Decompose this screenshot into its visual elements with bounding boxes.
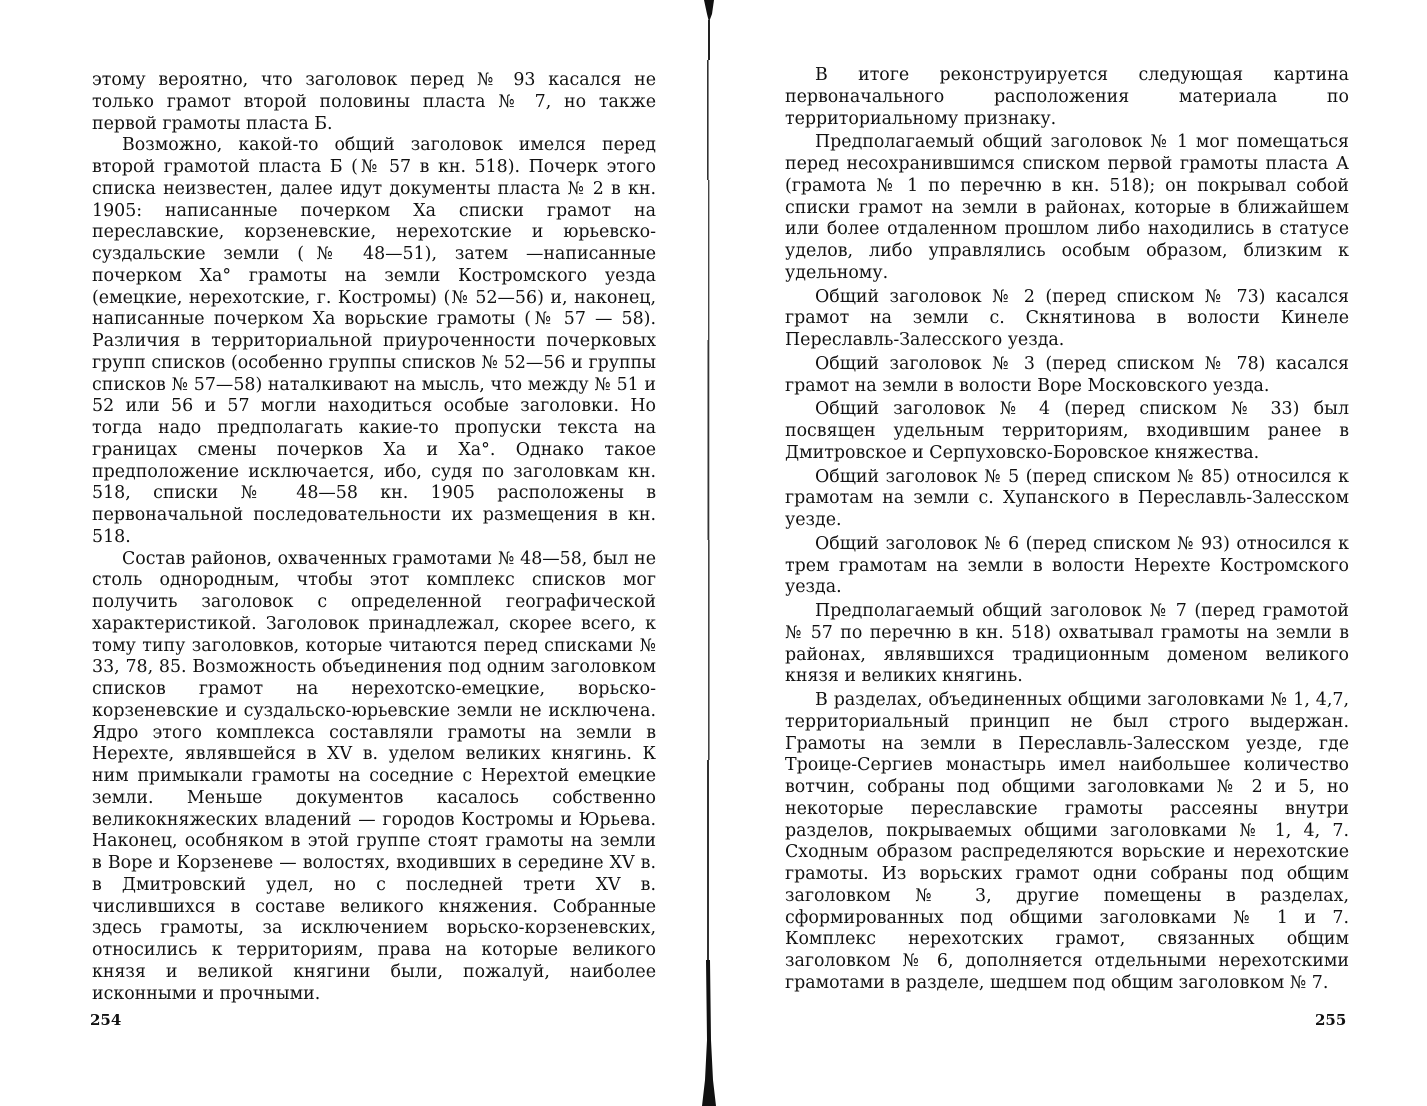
book-gutter-shadow [700, 0, 718, 1106]
right-paragraph-3: Общий заголовок № 2 (перед списком № 73) касался грамот на земли с. Скнятинова в волости Кинеле Переславль-Залесского уезда. [785, 286, 1349, 350]
left-page-text [92, 70, 656, 1005]
gutter-shadow-graphic [700, 0, 718, 1106]
right-paragraph-7: Общий заголовок № 6 (перед списком № 93) относился к трем грамотам на земли в волости Нерехте Костромского уезда. [785, 533, 1349, 598]
right-page-number: 255 [1315, 1011, 1347, 1029]
right-page-text [785, 65, 1349, 995]
left-paragraph-3: Состав районов, охваченных грамотами № 48—58, был не столь однородным, чтобы этот комплекс списков мог получить заголовок с определенной географической характеристикой. Заголовок принадлежал, скорее всего, к тому типу заголовков, которые читаются перед списками № 33, 78, 85. Возможность объединения под одним заголовком списков грамот на нерехотско-емецкие, ворьско-корзеневские и суздальско-юрьевские земли не исключена. Ядро этого комплекса составляли грамоты на земли в Нерехте, являвшейся в XV в. уделом великих княгинь. К ним примыкали грамоты на соседние с Нерехтой емецкие земли. Меньше документов касалось собственно великокняжеских владений — городов Костромы и Юрьева. Наконец, особняком в этой группе стоят грамоты на земли в Воре и Корзеневе — волостях, входивших в середине XV в. в Дмитровский удел, но с последней трети XV в. числившихся в составе великого княжения. Собранные здесь грамоты, за исключением ворьско-корзеневских, относились к территориям, права на которые великого князя и великой княгини были, пожалуй, наиболее исконными и прочными. [92, 548, 656, 1004]
right-paragraph-1: В итоге реконструируется следующая картина первоначального расположения материала по территориальному признаку. [785, 65, 1349, 129]
right-paragraph-8: Предполагаемый общий заголовок № 7 (перед грамотой № 57 по перечню в кн. 518) охватывал грамоты на земли в районах, являвшихся традиционным доменом великого князя и великих княгинь. [785, 601, 1349, 687]
right-paragraph-6: Общий заголовок № 5 (перед списком № 85) относился к грамотам на земли с. Хупанского в Переславль-Залесском уезде. [785, 466, 1349, 530]
right-paragraph-4: Общий заголовок № 3 (перед списком № 78) касался грамот на земли в волости Воре Московского уезда. [785, 353, 1349, 396]
left-page-number: 254 [90, 1011, 122, 1029]
left-paragraph-1: этому вероятно, что заголовок перед № 93 касался не только грамот второй половины пласта № 7, но также первой грамоты пласта Б. [92, 70, 656, 134]
right-paragraph-9: В разделах, объединенных общими заголовками № 1, 4,7, территориальный принцип не был строго выдержан. Грамоты на земли в Переславль-Залесском уезде, где Троице-Сергиев монастырь имел наибольшее количество вотчин, собраны под общими заголовками № 2 и 5, но некоторые переславские грамоты рассеяны внутри разделов, покрываемых общими заголовками № 1, 4, 7. Сходным образом распределяются ворьские и нерехотские грамоты. Из ворьских грамот одни собраны под общим заголовком № 3, другие помещены в разделах, сформированных под общими заголовками № 1 и 7. Комплекс нерехотских грамот, связанных общим заголовком № 6, дополняется отдельными нерехотскими грамотами в разделе, шедшем под общим заголовком № 7. [785, 690, 1349, 993]
right-paragraph-2: Предполагаемый общий заголовок № 1 мог помещаться перед несохранившимся списком первой грамоты пласта А (грамота № 1 по перечню в кн. 518); он покрывал собой списки грамот на земли в районах, которые в ближайшем или более отдаленном прошлом либо находились в статусе уделов, либо управлялись особым образом, близким к удельному. [785, 132, 1349, 283]
left-paragraph-2: Возможно, какой-то общий заголовок имелся перед второй грамотой пласта Б (№ 57 в кн. 518). Почерк этого списка неизвестен, далее идут документы пласта № 2 в кн. 1905: написанные почерком Ха списки грамот на переславские, корзеневские, нерехотские и юрьевско-суздальские земли (№ 48—51), затем —написанные почерком Ха° грамоты на земли Костромского уезда (емецкие, нерехотские, г. Костромы) (№ 52—56) и, наконец, написанные почерком Ха ворьские грамоты (№ 57 — 58). Различия в территориальной приуроченности почерковых групп списков (особенно группы списков № 52—56 и группы списков № 57—58) наталкивают на мысль, что между № 51 и 52 или 56 и 57 могли находиться особые заголовки. Но тогда надо предполагать какие-то пропуски текста на границах смены почерков Ха и Ха°. Однако такое предположение исключается, ибо, судя по заголовкам кн. 518, списки № 48—58 кн. 1905 расположены в первоначальной последовательности их размещения в кн. 518. [92, 135, 656, 547]
right-paragraph-5: Общий заголовок № 4 (перед списком № 33) был посвящен удельным территориям, входившим ранее в Дмитровское и Серпуховско-Боровское княжества. [785, 399, 1349, 463]
